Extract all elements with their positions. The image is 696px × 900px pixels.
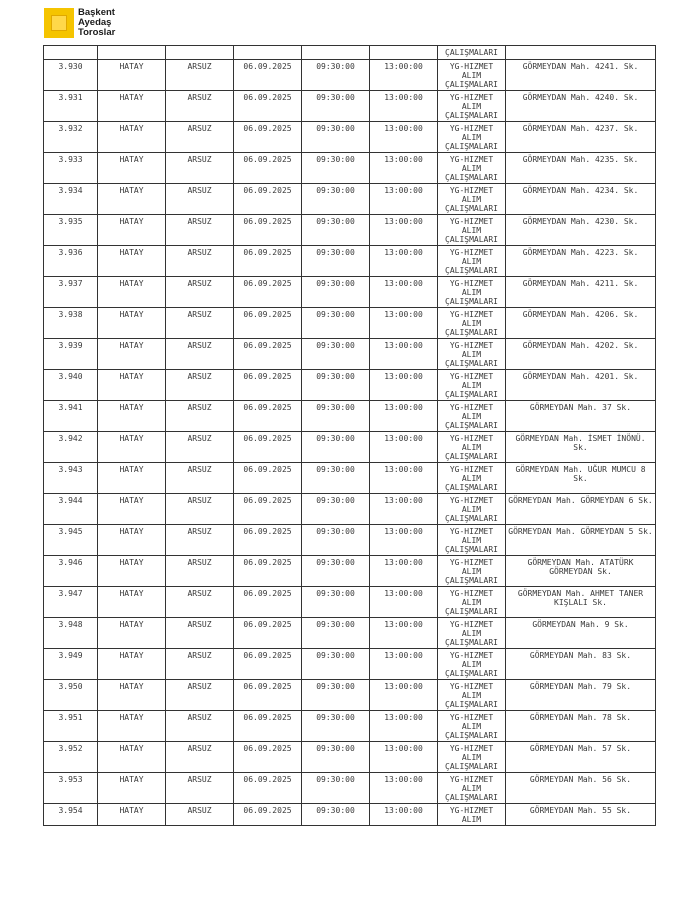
cell-district: ARSUZ [166, 773, 234, 804]
cell-district: ARSUZ [166, 711, 234, 742]
cell-start-time: 09:30:00 [302, 370, 370, 401]
cell-date: 06.09.2025 [234, 463, 302, 494]
cell-end-time: 13:00:00 [370, 680, 438, 711]
cell-address: GÖRMEYDAN Mah. 4206. Sk. [506, 308, 656, 339]
cell-no: 3.954 [44, 804, 98, 826]
cell-province: HATAY [98, 432, 166, 463]
cell-end-time: 13:00:00 [370, 804, 438, 826]
cell-no: 3.940 [44, 370, 98, 401]
cell-address: GÖRMEYDAN Mah. 4202. Sk. [506, 339, 656, 370]
cell-province: HATAY [98, 711, 166, 742]
cell-province: HATAY [98, 60, 166, 91]
cell-date: 06.09.2025 [234, 742, 302, 773]
cell-district: ARSUZ [166, 680, 234, 711]
cell-no: 3.947 [44, 587, 98, 618]
cell-no: 3.938 [44, 308, 98, 339]
cell-no: 3.931 [44, 91, 98, 122]
cell-province: HATAY [98, 587, 166, 618]
cell-province: HATAY [98, 339, 166, 370]
cell-district: ARSUZ [166, 618, 234, 649]
cell-work-type: YG-HIZMET ALIM ÇALIŞMALARI [438, 153, 506, 184]
table-row [44, 184, 656, 215]
cell-province: HATAY [98, 401, 166, 432]
cell-end-time: 13:00:00 [370, 494, 438, 525]
cell-end-time: 13:00:00 [370, 649, 438, 680]
cell-no: 3.939 [44, 339, 98, 370]
cell-no: 3.933 [44, 153, 98, 184]
cell-date: 06.09.2025 [234, 432, 302, 463]
cell-no: 3.948 [44, 618, 98, 649]
cell-address: GÖRMEYDAN Mah. UĞUR MUMCU 8 Sk. [506, 463, 656, 494]
cell-province: HATAY [98, 773, 166, 804]
cell-address: GÖRMEYDAN Mah. 4211. Sk. [506, 277, 656, 308]
cell-end-time: 13:00:00 [370, 277, 438, 308]
cell-address: GÖRMEYDAN Mah. AHMET TANER KIŞLALI Sk. [506, 587, 656, 618]
cell-province: HATAY [98, 680, 166, 711]
cell-address: GÖRMEYDAN Mah. 4201. Sk. [506, 370, 656, 401]
cell-work-type: YG-HIZMET ALIM ÇALIŞMALARI [438, 742, 506, 773]
cell-address: GÖRMEYDAN Mah. 57 Sk. [506, 742, 656, 773]
table-row [44, 618, 656, 649]
cell-province: HATAY [98, 277, 166, 308]
cell-date: 06.09.2025 [234, 91, 302, 122]
cell-work-type: YG-HIZMET ALIM ÇALIŞMALARI [438, 339, 506, 370]
table-row [44, 308, 656, 339]
table-row [44, 153, 656, 184]
cell-address: GÖRMEYDAN Mah. GÖRMEYDAN 6 Sk. [506, 494, 656, 525]
cell-address: GÖRMEYDAN Mah. ATATÜRK GÖRMEYDAN Sk. [506, 556, 656, 587]
cell-work-type: YG-HIZMET ALIM ÇALIŞMALARI [438, 556, 506, 587]
cell-work-type: YG-HIZMET ALIM ÇALIŞMALARI [438, 618, 506, 649]
cell-date: 06.09.2025 [234, 649, 302, 680]
cell-work-type: YG-HIZMET ALIM ÇALIŞMALARI [438, 649, 506, 680]
table-row [44, 556, 656, 587]
cell-province: HATAY [98, 556, 166, 587]
cell-address: GÖRMEYDAN Mah. 78 Sk. [506, 711, 656, 742]
cell-district: ARSUZ [166, 494, 234, 525]
cell-date: 06.09.2025 [234, 680, 302, 711]
cell-no: 3.935 [44, 215, 98, 246]
cell-date: 06.09.2025 [234, 711, 302, 742]
table-row [44, 587, 656, 618]
cell-address: GÖRMEYDAN Mah. 4223. Sk. [506, 246, 656, 277]
cell-start-time: 09:30:00 [302, 463, 370, 494]
cell-start-time: 09:30:00 [302, 680, 370, 711]
cell-start-time: 09:30:00 [302, 308, 370, 339]
cell-work-type: YG-HIZMET ALIM ÇALIŞMALARI [438, 587, 506, 618]
cell-work-type: YG-HIZMET ALIM ÇALIŞMALARI [438, 246, 506, 277]
cell-date: 06.09.2025 [234, 308, 302, 339]
cell-start-time: 09:30:00 [302, 649, 370, 680]
cell-district: ARSUZ [166, 463, 234, 494]
cell-end-time: 13:00:00 [370, 91, 438, 122]
cell-address: GÖRMEYDAN Mah. 4230. Sk. [506, 215, 656, 246]
cell-end-time: 13:00:00 [370, 525, 438, 556]
cell-no: 3.930 [44, 60, 98, 91]
cell-district: ARSUZ [166, 525, 234, 556]
cell-no: 3.943 [44, 463, 98, 494]
cell-start-time: 09:30:00 [302, 277, 370, 308]
cell-end-time: 13:00:00 [370, 432, 438, 463]
cell-address: GÖRMEYDAN Mah. GÖRMEYDAN 5 Sk. [506, 525, 656, 556]
table-row [44, 122, 656, 153]
cell-district: ARSUZ [166, 91, 234, 122]
cell-district: ARSUZ [166, 277, 234, 308]
cell-address: GÖRMEYDAN Mah. 4237. Sk. [506, 122, 656, 153]
table-row [44, 432, 656, 463]
cell-district: ARSUZ [166, 184, 234, 215]
cell-end-time: 13:00:00 [370, 60, 438, 91]
cell-date: 06.09.2025 [234, 401, 302, 432]
table-row [44, 91, 656, 122]
cell-start-time: 09:30:00 [302, 525, 370, 556]
cell-end-time: 13:00:00 [370, 742, 438, 773]
cell-province: HATAY [98, 215, 166, 246]
cell-province: HATAY [98, 308, 166, 339]
cell-no: 3.949 [44, 649, 98, 680]
cell-date: 06.09.2025 [234, 556, 302, 587]
cell-district: ARSUZ [166, 370, 234, 401]
cell-start-time: 09:30:00 [302, 804, 370, 826]
cell-end-time: 13:00:00 [370, 246, 438, 277]
cell-no: 3.953 [44, 773, 98, 804]
cell-date: 06.09.2025 [234, 587, 302, 618]
cell-no: 3.951 [44, 711, 98, 742]
cell-district: ARSUZ [166, 742, 234, 773]
table-row [44, 525, 656, 556]
cell-address: GÖRMEYDAN Mah. 55 Sk. [506, 804, 656, 826]
cell-end-time: 13:00:00 [370, 215, 438, 246]
cell-end-time: 13:00:00 [370, 339, 438, 370]
cell-province: HATAY [98, 618, 166, 649]
cell-date: 06.09.2025 [234, 184, 302, 215]
outage-table-body [44, 46, 656, 826]
cell-work-type: YG-HIZMET ALIM ÇALIŞMALARI [438, 494, 506, 525]
cell-date: 06.09.2025 [234, 122, 302, 153]
cell-end-time: 13:00:00 [370, 370, 438, 401]
cell-address: GÖRMEYDAN Mah. 4241. Sk. [506, 60, 656, 91]
cell-work-type: YG-HIZMET ALIM ÇALIŞMALARI [438, 215, 506, 246]
cell-no: 3.932 [44, 122, 98, 153]
cell-no: 3.945 [44, 525, 98, 556]
cell-end-time: 13:00:00 [370, 556, 438, 587]
cell-district: ARSUZ [166, 401, 234, 432]
cell-start-time: 09:30:00 [302, 432, 370, 463]
cell-no: 3.946 [44, 556, 98, 587]
cell-date: 06.09.2025 [234, 277, 302, 308]
cell-start-time: 09:30:00 [302, 618, 370, 649]
cell-no: 3.944 [44, 494, 98, 525]
cell-work-type: YG-HIZMET ALIM ÇALIŞMALARI [438, 463, 506, 494]
cell-work-type: YG-HIZMET ALIM ÇALIŞMALARI [438, 184, 506, 215]
table-row [44, 711, 656, 742]
cell-date: 06.09.2025 [234, 618, 302, 649]
cell-date: 06.09.2025 [234, 153, 302, 184]
table-row [44, 60, 656, 91]
cell-start-time: 09:30:00 [302, 60, 370, 91]
table-row [44, 401, 656, 432]
logo-line-3: Toroslar [78, 27, 116, 38]
cell-province: HATAY [98, 649, 166, 680]
cell-work-type: YG-HIZMET ALIM ÇALIŞMALARI [438, 680, 506, 711]
table-row [44, 680, 656, 711]
cell-start-time: 09:30:00 [302, 556, 370, 587]
cell-date: 06.09.2025 [234, 773, 302, 804]
cell-district: ARSUZ [166, 215, 234, 246]
cell-district: ARSUZ [166, 649, 234, 680]
cell-work-type: YG-HIZMET ALIM ÇALIŞMALARI [438, 60, 506, 91]
cell-address: GÖRMEYDAN Mah. 56 Sk. [506, 773, 656, 804]
cell-start-time: 09:30:00 [302, 215, 370, 246]
cell-district: ARSUZ [166, 60, 234, 91]
cell-date: 06.09.2025 [234, 339, 302, 370]
cell-district: ARSUZ [166, 339, 234, 370]
cell-district: ARSUZ [166, 587, 234, 618]
cell-work-type: YG-HIZMET ALIM ÇALIŞMALARI [438, 91, 506, 122]
cell-province: HATAY [98, 246, 166, 277]
cell-address: GÖRMEYDAN Mah. 9 Sk. [506, 618, 656, 649]
logo-text [78, 8, 115, 38]
cell-date: 06.09.2025 [234, 804, 302, 826]
cell-date: 06.09.2025 [234, 60, 302, 91]
logo-line-2: Ayedaş [78, 17, 112, 28]
cell-address: GÖRMEYDAN Mah. İSMET İNÖNÜ. Sk. [506, 432, 656, 463]
cell-province: HATAY [98, 804, 166, 826]
table-row [44, 463, 656, 494]
cell-start-time: 09:30:00 [302, 122, 370, 153]
cell-work-type: YG-HIZMET ALIM ÇALIŞMALARI [438, 432, 506, 463]
cell-work-type: YG-HIZMET ALIM [438, 804, 506, 826]
cell-date: 06.09.2025 [234, 215, 302, 246]
cell-start-time: 09:30:00 [302, 153, 370, 184]
cell-end-time: 13:00:00 [370, 122, 438, 153]
cell-district: ARSUZ [166, 308, 234, 339]
logo-line-1: Başkent [78, 7, 115, 18]
cell-province: HATAY [98, 184, 166, 215]
cell-start-time: 09:30:00 [302, 401, 370, 432]
table-row [44, 215, 656, 246]
cell-end-time: 13:00:00 [370, 463, 438, 494]
cell-date: 06.09.2025 [234, 525, 302, 556]
cell-province: HATAY [98, 525, 166, 556]
cell-start-time: 09:30:00 [302, 742, 370, 773]
cell-start-time: 09:30:00 [302, 246, 370, 277]
cell-no: 3.952 [44, 742, 98, 773]
table-row [44, 494, 656, 525]
table-row [44, 773, 656, 804]
cell-start-time: 09:30:00 [302, 91, 370, 122]
cell-district: ARSUZ [166, 153, 234, 184]
cell-date: 06.09.2025 [234, 370, 302, 401]
table-row [44, 649, 656, 680]
cell-start-time: 09:30:00 [302, 494, 370, 525]
cell-province: HATAY [98, 91, 166, 122]
cell-end-time: 13:00:00 [370, 773, 438, 804]
outage-table [43, 45, 656, 826]
table-row [44, 277, 656, 308]
cell-end-time: 13:00:00 [370, 618, 438, 649]
cell-province: HATAY [98, 370, 166, 401]
cell-work-type: YG-HIZMET ALIM ÇALIŞMALARI [438, 277, 506, 308]
cell-no: 3.934 [44, 184, 98, 215]
cell-work-type: YG-HIZMET ALIM ÇALIŞMALARI [438, 773, 506, 804]
cell-address: GÖRMEYDAN Mah. 4240. Sk. [506, 91, 656, 122]
cell-work-type: ÇALIŞMALARI [438, 46, 506, 60]
cell-start-time: 09:30:00 [302, 711, 370, 742]
cell-province: HATAY [98, 463, 166, 494]
cell-work-type: YG-HIZMET ALIM ÇALIŞMALARI [438, 370, 506, 401]
cell-province: HATAY [98, 153, 166, 184]
cell-district: ARSUZ [166, 122, 234, 153]
cell-work-type: YG-HIZMET ALIM ÇALIŞMALARI [438, 308, 506, 339]
cell-address: GÖRMEYDAN Mah. 4235. Sk. [506, 153, 656, 184]
cell-date: 06.09.2025 [234, 246, 302, 277]
cell-end-time: 13:00:00 [370, 711, 438, 742]
logo-square-icon [44, 8, 74, 38]
cell-address: GÖRMEYDAN Mah. 4234. Sk. [506, 184, 656, 215]
table-row [44, 370, 656, 401]
cell-work-type: YG-HIZMET ALIM ÇALIŞMALARI [438, 401, 506, 432]
table-row-continued [44, 46, 656, 60]
cell-work-type: YG-HIZMET ALIM ÇALIŞMALARI [438, 122, 506, 153]
cell-province: HATAY [98, 122, 166, 153]
cell-province: HATAY [98, 494, 166, 525]
cell-end-time: 13:00:00 [370, 308, 438, 339]
table-row [44, 804, 656, 826]
cell-district: ARSUZ [166, 432, 234, 463]
cell-end-time: 13:00:00 [370, 153, 438, 184]
table-row [44, 246, 656, 277]
table-row [44, 742, 656, 773]
cell-start-time: 09:30:00 [302, 773, 370, 804]
cell-district: ARSUZ [166, 556, 234, 587]
cell-end-time: 13:00:00 [370, 587, 438, 618]
cell-start-time: 09:30:00 [302, 184, 370, 215]
cell-start-time: 09:30:00 [302, 339, 370, 370]
cell-district: ARSUZ [166, 804, 234, 826]
cell-no: 3.942 [44, 432, 98, 463]
cell-no: 3.941 [44, 401, 98, 432]
cell-no: 3.936 [44, 246, 98, 277]
cell-address: GÖRMEYDAN Mah. 79 Sk. [506, 680, 656, 711]
cell-address: GÖRMEYDAN Mah. 37 Sk. [506, 401, 656, 432]
cell-start-time: 09:30:00 [302, 587, 370, 618]
cell-no: 3.950 [44, 680, 98, 711]
cell-end-time: 13:00:00 [370, 184, 438, 215]
cell-end-time: 13:00:00 [370, 401, 438, 432]
cell-date: 06.09.2025 [234, 494, 302, 525]
cell-address: GÖRMEYDAN Mah. 83 Sk. [506, 649, 656, 680]
cell-work-type: YG-HIZMET ALIM ÇALIŞMALARI [438, 711, 506, 742]
cell-work-type: YG-HIZMET ALIM ÇALIŞMALARI [438, 525, 506, 556]
cell-no: 3.937 [44, 277, 98, 308]
cell-province: HATAY [98, 742, 166, 773]
cell-district: ARSUZ [166, 246, 234, 277]
company-logo [44, 6, 115, 40]
table-row [44, 339, 656, 370]
